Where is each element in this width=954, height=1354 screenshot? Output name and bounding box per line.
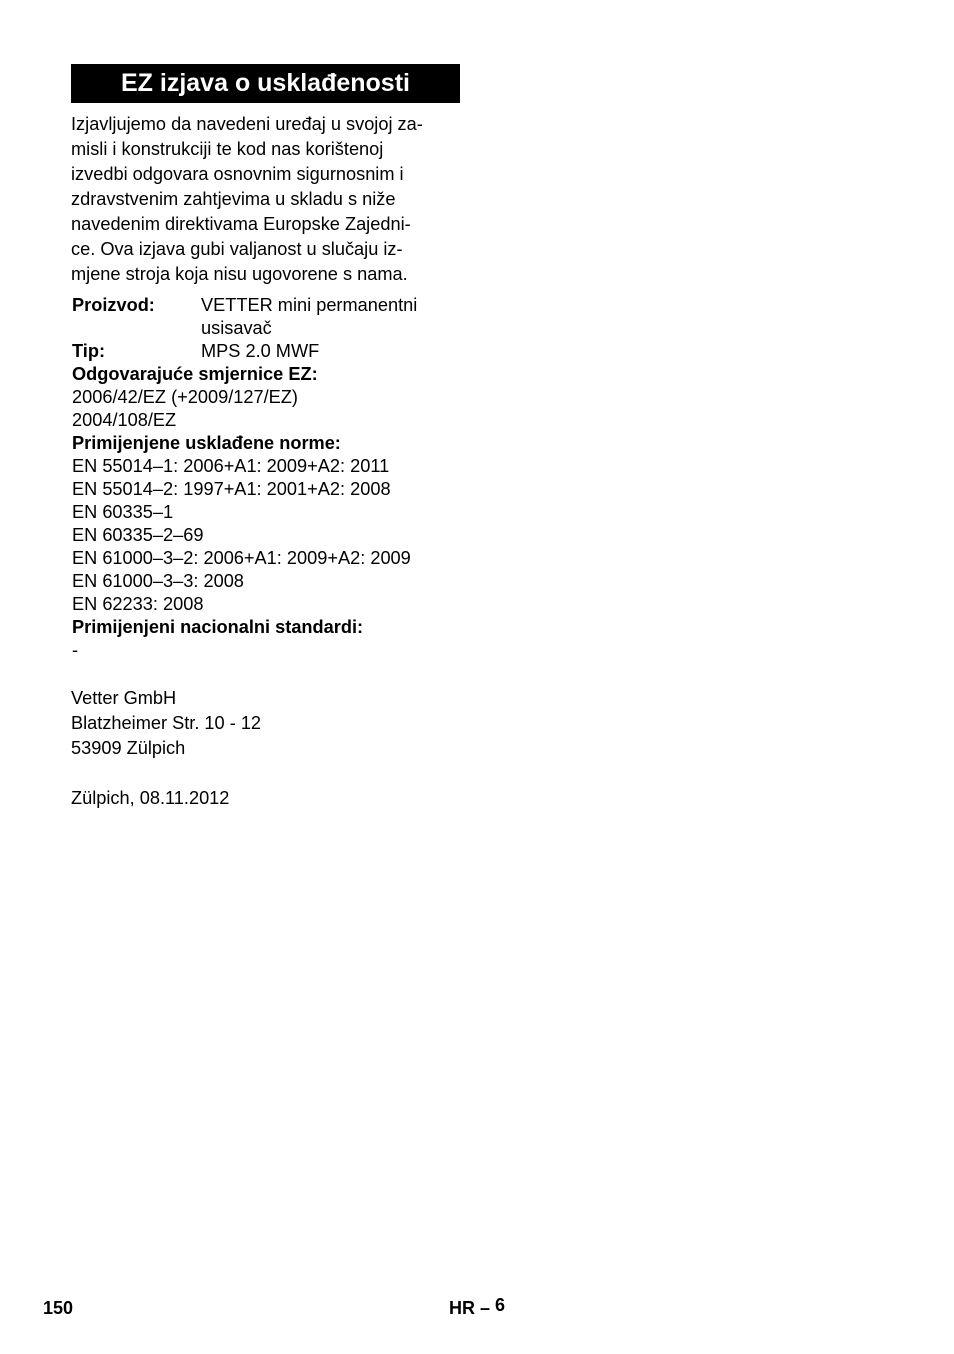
norm-item: EN 61000–3–3: 2008 [72,571,244,591]
product-value-line: VETTER mini permanentni [201,295,418,315]
national-standards-heading: Primijenjeni nacionalni standardi: [72,617,364,637]
product-value-line: usisavač [201,318,272,338]
national-standards-value: - [72,640,79,660]
type-label: Tip: [72,341,106,361]
company-name: Vetter GmbH [71,688,177,708]
norm-item: EN 60335–2–69 [72,525,204,545]
place-and-date: Zülpich, 08.11.2012 [71,788,230,808]
company-city: 53909 Zülpich [71,738,186,758]
declaration-details [72,294,472,662]
intro-line: ce. Ova izjava gubi valjanost u slučaju iz- [71,239,403,259]
company-street: Blatzheimer Str. 10 - 12 [71,713,262,733]
norm-item: EN 62233: 2008 [72,594,204,614]
norm-item: EN 60335–1 [72,502,174,522]
intro-paragraph [71,112,463,287]
product-label: Proizvod: [72,295,155,315]
footer-language-code: HR – [449,1298,491,1318]
norm-item: EN 61000–3–2: 2006+A1: 2009+A2: 2009 [72,548,411,568]
norm-item: EN 55014–2: 1997+A1: 2001+A2: 2008 [72,479,391,499]
footer-section-page: 6 [495,1295,506,1315]
section-heading [71,64,460,103]
norms-heading: Primijenjene usklađene norme: [72,433,341,453]
intro-line: mjene stroja koja nisu ugovorene s nama. [71,264,408,284]
type-value: MPS 2.0 MWF [201,341,320,361]
company-address [71,686,261,761]
intro-line: zdravstvenim zahtjevima u skladu s niže [71,189,396,209]
type-row [72,340,472,363]
footer-section-label [449,1295,506,1319]
product-value [201,294,472,340]
product-row [72,294,472,340]
page-number: 150 [43,1298,74,1318]
section-heading-text: EZ izjava o usklađenosti [121,69,410,97]
norm-item: EN 55014–1: 2006+A1: 2009+A2: 2011 [72,456,390,476]
directive-item: 2006/42/EZ (+2009/127/EZ) [72,387,298,407]
directives-heading: Odgovarajuće smjernice EZ: [72,364,318,384]
intro-line: misli i konstrukciji te kod nas korištenoj [71,139,384,159]
intro-line: navedenim direktivama Europske Zajedni- [71,214,411,234]
intro-line: izvedbi odgovara osnovnim sigurnosnim i [71,164,404,184]
directive-item: 2004/108/EZ [72,410,177,430]
intro-line: Izjavljujemo da navedeni uređaj u svojoj za- [71,114,423,134]
